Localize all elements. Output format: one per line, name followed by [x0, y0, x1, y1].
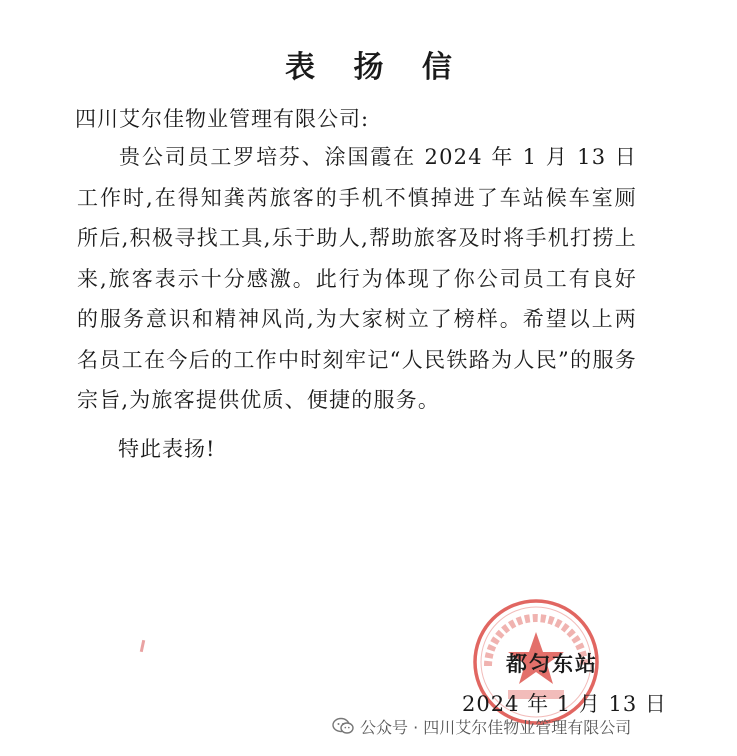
- letter-date: 2024 年 1 月 13 日: [462, 692, 667, 716]
- watermark: [332, 713, 631, 739]
- salutation: 四川艾尔佳物业管理有限公司:: [75, 107, 370, 131]
- pen-mark: [140, 640, 145, 652]
- closing-line: 特此表扬!: [118, 437, 216, 461]
- letter-title: 表 扬 信: [285, 50, 466, 85]
- signature: 都匀东站: [506, 651, 598, 676]
- wechat-icon: [332, 717, 354, 735]
- watermark-text: 公众号 · 四川艾尔佳物业管理有限公司: [360, 717, 632, 737]
- letter-body: 贵公司员工罗培芬、涂国霞在 2024 年 1 月 13 日工作时,在得知龚芮旅客的手机不慎掉进了车站候车室厕所后,积极寻找工具,乐于助人,帮助旅客及时将手机打捞上来,旅客表示十分感激。此行为体现了你公司员工有良好的服务意识和精神风尚,为大家树立了榜样。希望以上两名员工在今后的工作中时刻牢记“人民铁路为人民”的服务宗旨,为旅客提供优质、便捷的服务。: [77, 145, 637, 412]
